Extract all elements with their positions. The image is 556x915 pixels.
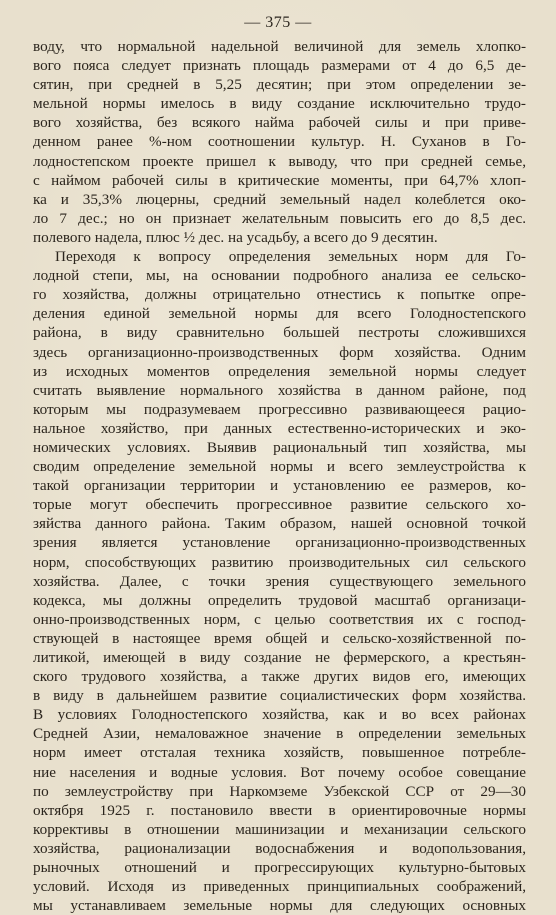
text-line: вого хозяйства, без всякого найма рабочей силы и при приве-	[33, 114, 526, 132]
text-line: Средней Азии, немаловажное значение в определении земельных	[33, 725, 526, 743]
text-line: деления единой земельной нормы для всего Голодностепского	[33, 305, 526, 323]
text-line: в виду в дальнейшем развитие социалистических форм хозяйства.	[33, 687, 526, 705]
text-line: зяйства данного района. Таким образом, нашей основной точкой	[33, 515, 526, 533]
text-line: го хозяйства, должны отрицательно отнестись к попытке опре-	[33, 286, 526, 304]
text-line: кодекса, мы должны определить трудовой масштаб организаци-	[33, 591, 526, 609]
text-line: мельной нормы имелось в виду создание исключительно трудо-	[33, 95, 526, 113]
text-line: литикой, имеющей в виду создание не фермерского, а крестьян-	[33, 649, 526, 666]
text-line: октября 1925 г. постановило ввести в ориентировочные нормы	[33, 801, 526, 819]
text-line: номических условиях. Выявив рациональный тип хозяйства, мы	[33, 438, 526, 456]
text-line: В условиях Голодностепского хозяйства, как и во всех районах	[33, 706, 526, 724]
text-line: вого пояса следует признать площадь размерами от 4 до 6,5 де-	[33, 57, 526, 75]
text-line: норм имеет отсталая техника хозяйств, повышенное потребле-	[33, 744, 526, 762]
page-body	[33, 37, 526, 915]
text-line: района, в виду сравнительно большей пестроты сложившихся	[33, 324, 526, 342]
text-line: хозяйства. Далее, с точки зрения существующего земельного	[33, 572, 526, 590]
text-line: сятин, при средней в 5,25 десятин; при этом определении зе-	[33, 76, 526, 94]
text-line: ка и 35,3% люцерны, средний земельный надел колеблется око-	[33, 190, 526, 208]
text-line: торые могут обеспечить прогрессивное развитие сельского хо-	[33, 496, 526, 514]
text-line: здесь организационно-производственных форм хозяйства. Одним	[33, 343, 526, 361]
text-line: сводим определение земельной нормы и всего землеустройства к	[33, 458, 526, 476]
text-line: считать выявление нормального хозяйства в данном районе, под	[33, 381, 526, 399]
text-line: из исходных моментов определения земельной нормы следует	[33, 362, 526, 380]
text-line: такой организации территории и установлению ее размеров, ко-	[33, 477, 526, 495]
text-line: ние населения и водные условия. Вот почему особое совещание	[33, 763, 526, 781]
text-line: мы устанавливаем земельные нормы для следующих основных	[33, 897, 526, 915]
text-line: полевого надела, плюс ½ дес. на усадьбу, а всего до 9 десятин.	[33, 228, 438, 246]
text-line: рыночных отношений и прогрессирующих культурно-бытовых	[33, 859, 526, 877]
text-line: которым мы подразумеваем прогрессивно развивающееся рацио-	[33, 400, 526, 418]
text-line: лодностепском проекте пришел к выводу, что при средней семье,	[33, 152, 526, 170]
paragraph-2	[33, 247, 526, 915]
text-line: коррективы в отношении машинизации и механизации сельского	[33, 820, 526, 838]
text-line: ского трудового хозяйства, а также других видов его, имеющих	[33, 668, 526, 686]
text-line: хозяйства, рационализации водоснабжения и водопользования,	[33, 839, 526, 857]
text-line: лодной степи, мы, на основании подробного анализа ее сельско-	[33, 267, 526, 285]
text-line: ствующей в настоящее время общей и сельско-хозяйственной по-	[33, 629, 526, 647]
text-line: онно-производственных норм, с целью соответствия их с господ-	[33, 610, 526, 628]
text-line: воду, что нормальной надельной величиной для земель хлопко-	[33, 38, 526, 55]
page-number: — 375 —	[244, 14, 312, 31]
text-line: нальное хозяйство, при данных естественно-исторических и эко-	[33, 419, 526, 437]
text-line: ло 7 дес.; но он признает желательным повысить его до 8,5 дес.	[33, 209, 526, 227]
text-line: денном ранее %-ном соотношении культур. Н. Суханов в Го-	[33, 133, 526, 151]
text-line: Переходя к вопросу определения земельных норм для Го-	[55, 248, 526, 266]
text-line: с наймом рабочей силы в критические моменты, при 64,7% хлоп-	[33, 171, 526, 189]
text-line: условий. Исходя из приведенных принципиальных соображений,	[33, 878, 526, 896]
paragraph-1	[33, 37, 526, 247]
text-line: зрения является установление организационно-производственных	[33, 534, 526, 552]
text-line: по землеустройству при Наркомземе Узбекской ССР от 29—30	[33, 782, 526, 800]
text-line: норм, способствующих развитию производительных сил сельского	[33, 553, 526, 571]
